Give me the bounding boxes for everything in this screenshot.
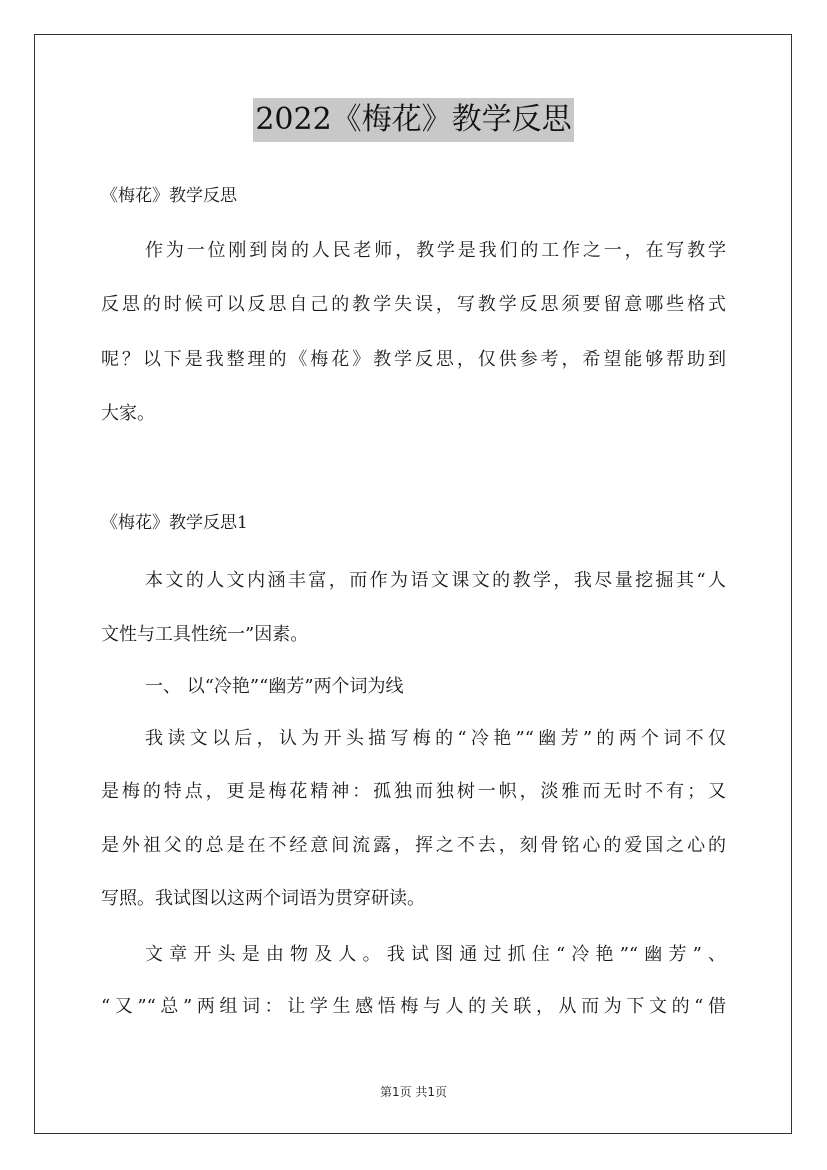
paragraph-line: 是梅的特点，更是梅花精神：孤独而独树一帜，淡雅而无时不有；又 — [101, 781, 726, 802]
document-title: 2022《梅花》教学反思 — [253, 98, 573, 142]
paragraph-line: 文性与工具性统一”因素。 — [101, 624, 309, 645]
paragraph-line: 文章开头是由物及人。我试图通过抓住“冷艳”“幽芳”、 — [145, 944, 726, 965]
page-footer: 第1页 共1页 — [379, 1085, 448, 1099]
title-container — [0, 98, 827, 142]
paragraph-line: “又”“总”两组词：让学生感悟梅与人的关联，从而为下文的“借 — [101, 996, 726, 1017]
paragraph-line: 大家。 — [101, 403, 155, 424]
paragraph-line: 是外祖父的总是在不经意间流露，挥之不去，刻骨铭心的爱国之心的 — [101, 835, 726, 856]
section-heading: 《梅花》教学反思1 — [101, 513, 248, 533]
paragraph-line: 呢？以下是我整理的《梅花》教学反思，仅供参考，希望能够帮助到 — [101, 349, 726, 370]
paragraph-line: 作为一位刚到岗的人民老师，教学是我们的工作之一，在写教学 — [145, 240, 726, 261]
paragraph-line: 写照。我试图以这两个词语为贯穿研读。 — [101, 888, 425, 909]
paragraph-line: 本文的人文内涵丰富，而作为语文课文的教学，我尽量挖掘其“人 — [145, 570, 726, 591]
paragraph-line: 反思的时候可以反思自己的教学失误，写教学反思须要留意哪些格式 — [101, 294, 726, 315]
list-heading: 一、 以“冷艳”“幽芳”两个词为线 — [145, 676, 404, 697]
paragraph-line: 我读文以后，认为开头描写梅的“冷艳”“幽芳”的两个词不仅 — [145, 728, 726, 749]
section-heading: 《梅花》教学反思 — [101, 186, 237, 206]
